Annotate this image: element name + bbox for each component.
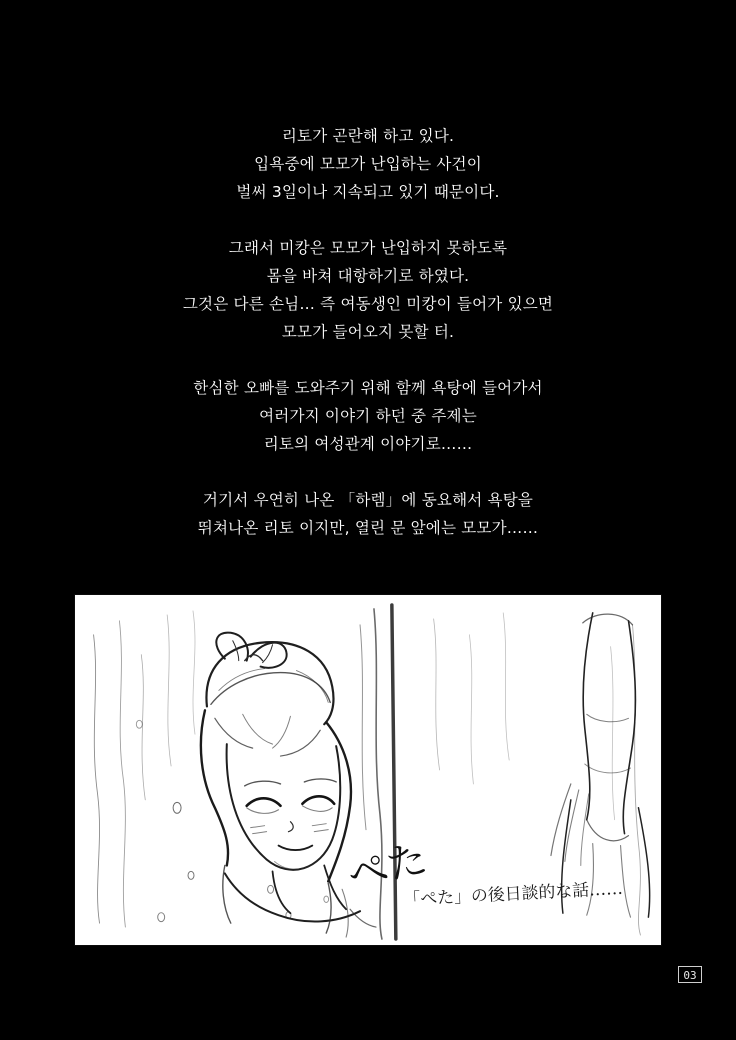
narration-text-block [0, 122, 736, 542]
narration-line: 한심한 오빠를 도와주기 위해 함께 욕탕에 들어가서 [193, 379, 543, 397]
narration-line: 리토가 곤란해 하고 있다. [281, 127, 455, 145]
narration-line: 입욕중에 모모가 난입하는 사건이 [254, 155, 482, 173]
narration-line: 리토의 여성관계 이야기로…… [263, 435, 473, 453]
manga-illustration-panel [74, 594, 662, 946]
narration-line: 그래서 미캉은 모모가 난입하지 못하도록 [228, 239, 508, 257]
svg-text:「ぺた」の後日談的な話……: 「ぺた」の後日談的な話…… [402, 877, 624, 910]
narration-paragraph [0, 374, 736, 458]
narration-paragraph [0, 234, 736, 346]
narration-line: 몸을 바쳐 대항하기로 하였다. [266, 267, 470, 285]
narration-line: 뛰쳐나온 리토 이지만, 열린 문 앞에는 모모가…… [197, 519, 539, 537]
narration-line: 거기서 우연히 나온 「하렘」에 동요해서 욕탕을 [202, 491, 534, 509]
illustration-artwork [75, 595, 661, 945]
narration-line: 그것은 다른 손님… 즉 여동생인 미캉이 들어가 있으면 [182, 295, 554, 313]
narration-paragraph [0, 486, 736, 542]
sfx-text: ぺた [343, 835, 432, 900]
narration-line: 벌써 3일이나 지속되고 있기 때문이다. [236, 183, 500, 201]
page-number: 03 [678, 966, 702, 983]
narration-line: 모모가 들어오지 못할 터. [281, 323, 455, 341]
narration-paragraph [0, 122, 736, 206]
narration-line: 여러가지 이야기 하던 중 주제는 [259, 407, 477, 425]
